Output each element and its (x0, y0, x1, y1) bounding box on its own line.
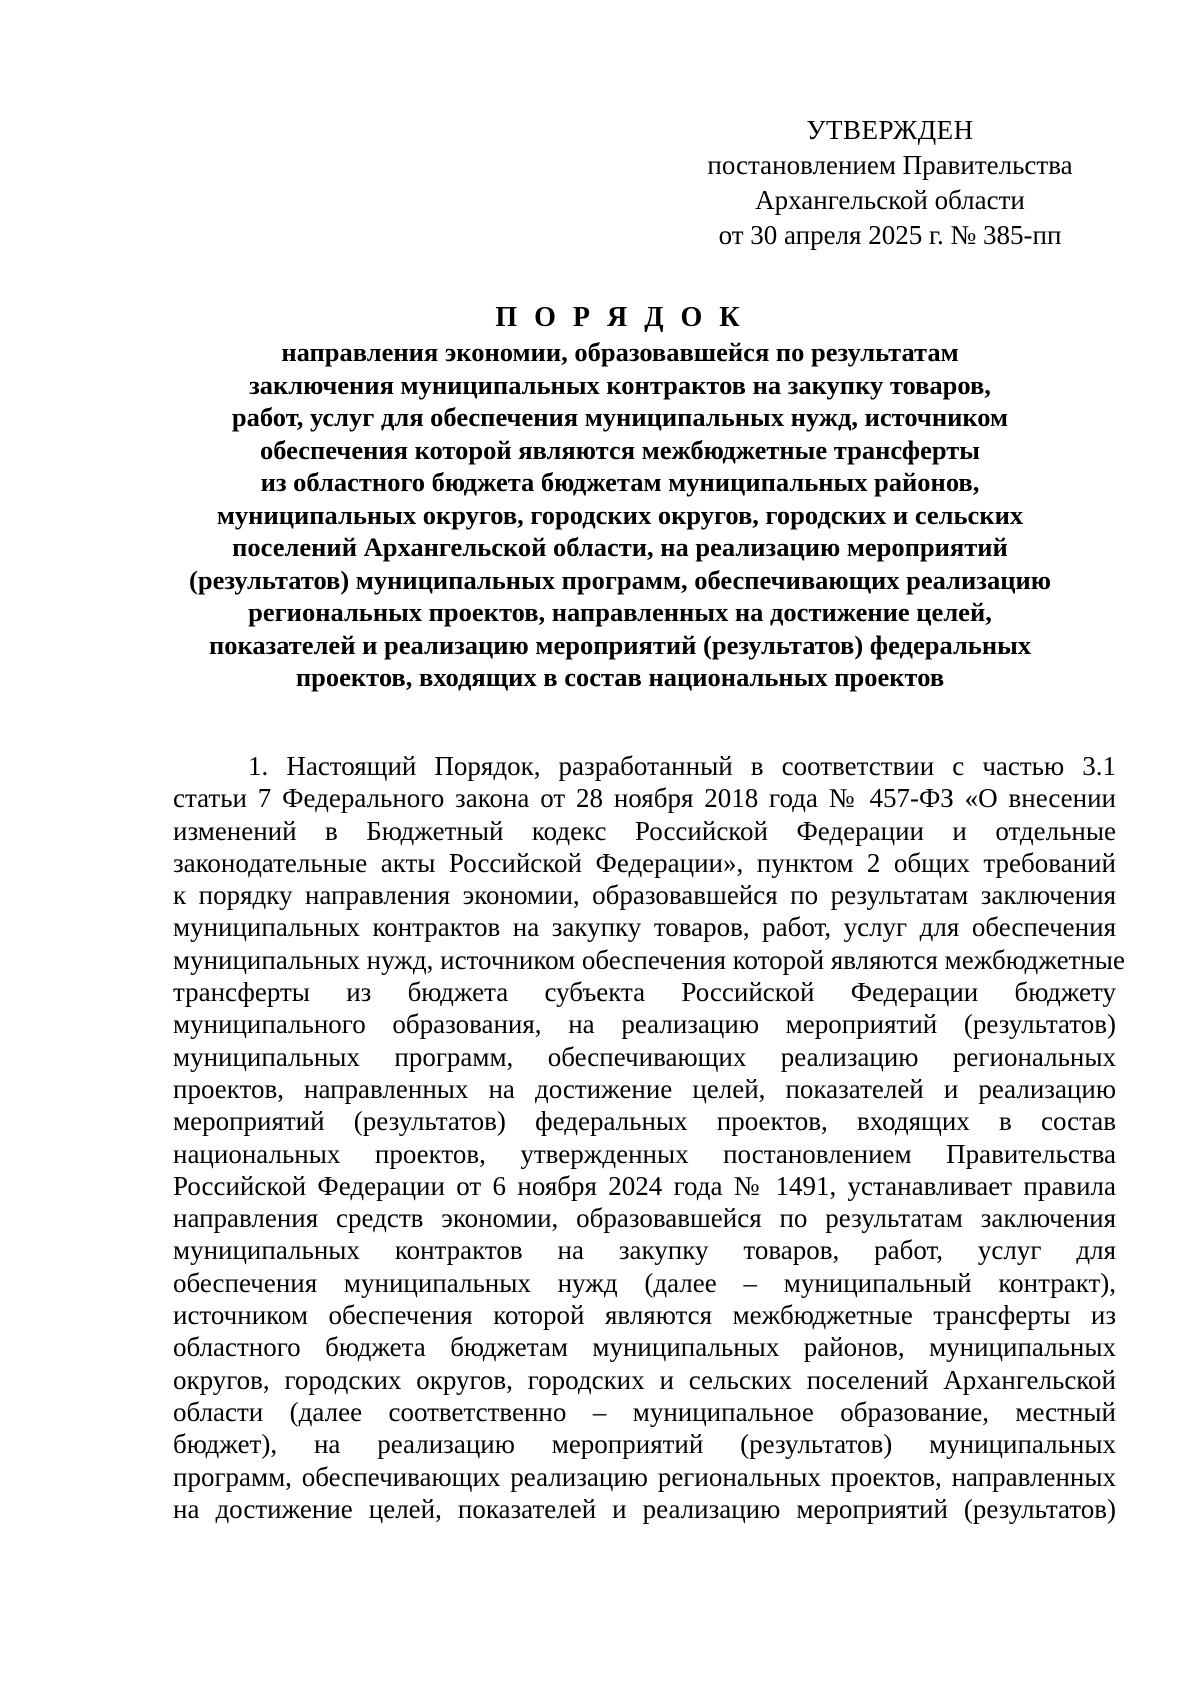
approval-heading: УТВЕРЖДЕН (806, 115, 974, 145)
title-line: проектов, входящих в состав национальных проектов (295, 662, 945, 692)
approval-line-date: от 30 апреля 2025 г. № 385-пп (718, 220, 1062, 250)
body-line: области (далее соответственно – муниципальное образование, местный (173, 1396, 1116, 1427)
document-title (160, 300, 1080, 694)
title-line: региональных проектов, направленных на достижение целей, (248, 597, 992, 627)
body-line: к порядку направления экономии, образовавшейся по результатам заключения (173, 880, 1116, 911)
title-line: из областного бюджета бюджетам муниципальных районов, (260, 467, 980, 497)
body-line: областного бюджета бюджетам муниципальных районов, муниципальных (173, 1332, 1116, 1363)
body-line: муниципальных контрактов на закупку товаров, работ, услуг для обеспечения (173, 912, 1116, 943)
body-line: направления средств экономии, образовавшейся по результатам заключения (173, 1203, 1116, 1234)
title-line: (результатов) муниципальных программ, обеспечивающих реализацию (189, 564, 1051, 595)
body-line: Российской Федерации от 6 ноября 2024 года № 1491, устанавливает правила (173, 1170, 1116, 1201)
body-line: муниципальных программ, обеспечивающих реализацию региональных (173, 1041, 1116, 1072)
title-line: обеспечения которой являются межбюджетные трансферты (260, 434, 980, 465)
body-line: национальных проектов, утвержденных постановлением Правительства (173, 1138, 1116, 1169)
body-line: трансферты из бюджета субъекта Российской Федерации бюджету (173, 977, 1116, 1008)
title-subtitle (160, 336, 1080, 694)
paragraph-1 (173, 750, 1125, 1525)
body-line: проектов, направленных на достижение целей, показателей и реализацию (173, 1073, 1116, 1104)
body-line: 1. Настоящий Порядок, разработанный в соответствии с частью 3.1 (248, 751, 1116, 781)
title-line: показателей и реализацию мероприятий (результатов) федеральных (208, 629, 1032, 660)
body-line: на достижение целей, показателей и реализацию мероприятий (результатов) (173, 1493, 1116, 1524)
body-line: бюджет), на реализацию мероприятий (результатов) муниципальных (173, 1429, 1116, 1460)
body-line: обеспечения муниципальных нужд (далее – муниципальный контракт), (173, 1267, 1116, 1298)
approval-line-region: Архангельской области (755, 185, 1025, 215)
body-line: статьи 7 Федерального закона от 28 ноября 2018 года № 457-ФЗ «О внесении (173, 783, 1116, 814)
title-line: муниципальных округов, городских округов, городских и сельских (216, 499, 1024, 530)
body-line: мероприятий (результатов) федеральных проектов, входящих в состав (173, 1106, 1116, 1137)
approval-stamp (700, 113, 1080, 253)
body-line: муниципального образования, на реализацию мероприятий (результатов) (173, 1009, 1116, 1040)
body-line: округов, городских округов, городских и сельских поселений Архангельской (173, 1364, 1116, 1395)
title-heading: П О Р Я Д О К (495, 302, 745, 333)
title-line: направления экономии, образовавшейся по результатам (281, 337, 959, 367)
body-line: программ, обеспечивающих реализацию региональных проектов, направленных (173, 1461, 1116, 1492)
approval-line-resolution: постановлением Правительства (707, 150, 1073, 180)
body-line: законодательные акты Российской Федерации», пунктом 2 общих требований (173, 847, 1116, 878)
body-line: изменений в Бюджетный кодекс Российской Федерации и отдельные (173, 815, 1116, 846)
body-line: муниципальных нужд, источником обеспечения которой являются межбюджетные (173, 944, 1125, 975)
title-line: работ, услуг для обеспечения муниципальных нужд, источником (231, 402, 1009, 432)
title-line: заключения муниципальных контрактов на закупку товаров, (249, 369, 991, 400)
body-line: муниципальных контрактов на закупку товаров, работ, услуг для (173, 1235, 1116, 1266)
body-line: источником обеспечения которой являются межбюджетные трансферты из (173, 1300, 1116, 1331)
title-line: поселений Архангельской области, на реализацию мероприятий (232, 532, 1008, 562)
